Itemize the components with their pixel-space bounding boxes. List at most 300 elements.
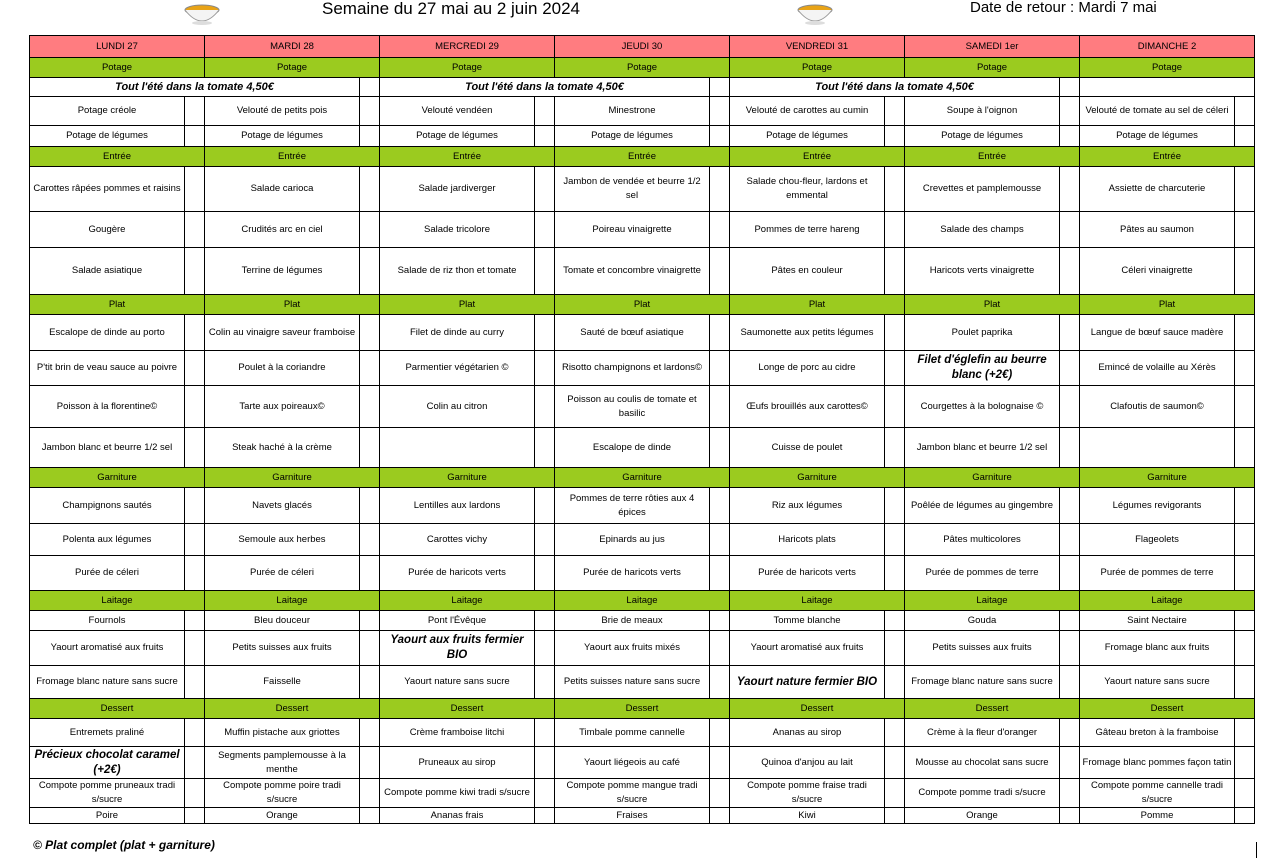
selection-box[interactable]	[710, 524, 730, 556]
section-header: Laitage	[555, 591, 730, 611]
menu-item: Crudités arc en ciel	[205, 212, 360, 248]
menu-item: Potage de légumes	[380, 126, 535, 147]
section-header: Potage	[905, 58, 1080, 78]
selection-box[interactable]	[360, 126, 380, 147]
selection-box[interactable]	[360, 747, 380, 779]
selection-box[interactable]	[885, 167, 905, 212]
section-header: Plat	[1080, 295, 1255, 315]
selection-box[interactable]	[885, 719, 905, 747]
selection-box[interactable]	[1060, 428, 1080, 468]
menu-item: Salade asiatique	[30, 248, 185, 295]
selection-box[interactable]	[885, 524, 905, 556]
selection-box[interactable]	[535, 386, 555, 428]
menu-item: Longe de porc au cidre	[730, 351, 885, 386]
day-header: VENDREDI 31	[730, 36, 905, 58]
menu-item: Flageolets	[1080, 524, 1235, 556]
section-header: Dessert	[205, 699, 380, 719]
return-date: Date de retour : Mardi 7 mai	[970, 0, 1157, 16]
selection-box[interactable]	[360, 808, 380, 824]
menu-item	[380, 428, 535, 468]
menu-row	[30, 167, 1255, 212]
menu-item: Escalope de dinde au porto	[30, 315, 185, 351]
menu-item: Gougère	[30, 212, 185, 248]
selection-box[interactable]	[185, 386, 205, 428]
selection-box[interactable]	[1060, 315, 1080, 351]
menu-item: Fraises	[555, 808, 710, 824]
selection-box[interactable]	[535, 631, 555, 666]
selection-box[interactable]	[535, 126, 555, 147]
menu-item: Légumes revigorants	[1080, 488, 1235, 524]
menu-item: Quinoa d'anjou au lait	[730, 747, 885, 779]
menu-item: Compote pomme tradi s/sucre	[905, 779, 1060, 808]
selection-box[interactable]	[710, 556, 730, 591]
section-header-row	[30, 699, 1255, 719]
selection-box[interactable]	[360, 351, 380, 386]
menu-item: Pommes de terre rôties aux 4 épices	[555, 488, 710, 524]
menu-item: Segments pamplemousse à la menthe	[205, 747, 360, 779]
selection-box[interactable]	[1235, 167, 1255, 212]
selection-box[interactable]	[535, 488, 555, 524]
menu-item: Assiette de charcuterie	[1080, 167, 1235, 212]
selection-box[interactable]	[1235, 611, 1255, 631]
selection-box[interactable]	[1060, 167, 1080, 212]
selection-box[interactable]	[885, 631, 905, 666]
section-header: Entrée	[905, 147, 1080, 167]
section-header: Entrée	[380, 147, 555, 167]
selection-box[interactable]	[1235, 488, 1255, 524]
menu-item: Poisson au coulis de tomate et basilic	[555, 386, 710, 428]
section-header: Dessert	[555, 699, 730, 719]
selection-box[interactable]	[360, 719, 380, 747]
selection-box[interactable]	[1060, 97, 1080, 126]
section-header: Potage	[1080, 58, 1255, 78]
menu-row	[30, 97, 1255, 126]
selection-box[interactable]	[885, 212, 905, 248]
menu-row	[30, 212, 1255, 248]
menu-item: Carottes vichy	[380, 524, 535, 556]
menu-item: Petits suisses aux fruits	[205, 631, 360, 666]
selection-box[interactable]	[1060, 747, 1080, 779]
day-header: DIMANCHE 2	[1080, 36, 1255, 58]
menu-row	[30, 556, 1255, 591]
menu-row	[30, 386, 1255, 428]
menu-item: Velouté de tomate au sel de céleri	[1080, 97, 1235, 126]
menu-item: Pâtes en couleur	[730, 248, 885, 295]
soup-bowl-icon	[182, 0, 222, 26]
menu-item: Pâtes au saumon	[1080, 212, 1235, 248]
menu-item	[30, 747, 185, 779]
section-header: Garniture	[30, 468, 205, 488]
selection-box[interactable]	[885, 97, 905, 126]
selection-box[interactable]	[1235, 248, 1255, 295]
menu-item: Salade de riz thon et tomate	[380, 248, 535, 295]
menu-item: Brie de meaux	[555, 611, 710, 631]
selection-box[interactable]	[710, 611, 730, 631]
menu-item: Risotto champignons et lardons©	[555, 351, 710, 386]
menu-item	[730, 666, 885, 699]
selection-box[interactable]	[1235, 351, 1255, 386]
menu-item: Petits suisses nature sans sucre	[555, 666, 710, 699]
menu-item: Mousse au chocolat sans sucre	[905, 747, 1060, 779]
selection-box[interactable]	[1060, 126, 1080, 147]
menu-row	[30, 719, 1255, 747]
section-header: Plat	[205, 295, 380, 315]
section-header: Laitage	[380, 591, 555, 611]
empty-cell	[360, 78, 380, 97]
menu-item: Crème à la fleur d'oranger	[905, 719, 1060, 747]
selection-box[interactable]	[710, 167, 730, 212]
section-header: Dessert	[380, 699, 555, 719]
selection-box[interactable]	[185, 747, 205, 779]
menu-item: Escalope de dinde	[555, 428, 710, 468]
selection-box[interactable]	[535, 212, 555, 248]
selection-box[interactable]	[185, 351, 205, 386]
menu-item: Potage de légumes	[555, 126, 710, 147]
menu-item: Velouté de petits pois	[205, 97, 360, 126]
menu-row	[30, 315, 1255, 351]
selection-box[interactable]	[885, 666, 905, 699]
selection-box[interactable]	[185, 631, 205, 666]
section-header: Dessert	[905, 699, 1080, 719]
menu-item: Potage de légumes	[205, 126, 360, 147]
section-header: Laitage	[730, 591, 905, 611]
menu-item: Courgettes à la bolognaise ©	[905, 386, 1060, 428]
menu-item: Potage de légumes	[30, 126, 185, 147]
menu-item: Velouté vendéen	[380, 97, 535, 126]
menu-item: Sauté de bœuf asiatique	[555, 315, 710, 351]
selection-box[interactable]	[885, 808, 905, 824]
selection-box[interactable]	[1235, 524, 1255, 556]
menu-item: Potage de légumes	[1080, 126, 1235, 147]
menu-item: Potage de légumes	[730, 126, 885, 147]
selection-box[interactable]	[1060, 808, 1080, 824]
menu-row	[30, 126, 1255, 147]
selection-box[interactable]	[535, 428, 555, 468]
day-header: JEUDI 30	[555, 36, 730, 58]
selection-box[interactable]	[535, 611, 555, 631]
menu-item: Jambon de vendée et beurre 1/2 sel	[555, 167, 710, 212]
menu-item: Tomate et concombre vinaigrette	[555, 248, 710, 295]
selection-box[interactable]	[185, 428, 205, 468]
menu-item: Ananas au sirop	[730, 719, 885, 747]
selection-box[interactable]	[360, 631, 380, 666]
selection-box[interactable]	[360, 524, 380, 556]
selection-box[interactable]	[360, 611, 380, 631]
section-header-row	[30, 58, 1255, 78]
section-header: Potage	[205, 58, 380, 78]
selection-box[interactable]	[185, 167, 205, 212]
selection-box[interactable]	[885, 386, 905, 428]
menu-item: Lentilles aux lardons	[380, 488, 535, 524]
selection-box[interactable]	[185, 808, 205, 824]
selection-box[interactable]	[360, 779, 380, 808]
selection-box[interactable]	[885, 126, 905, 147]
selection-box[interactable]	[1060, 719, 1080, 747]
selection-box[interactable]	[1235, 126, 1255, 147]
menu-item	[1080, 428, 1235, 468]
menu-table	[29, 35, 1255, 824]
selection-box[interactable]	[535, 524, 555, 556]
menu-item: Steak haché à la crème	[205, 428, 360, 468]
selection-box[interactable]	[885, 315, 905, 351]
selection-box[interactable]	[710, 248, 730, 295]
menu-item: Polenta aux légumes	[30, 524, 185, 556]
menu-item: Epinards au jus	[555, 524, 710, 556]
menu-item: Kiwi	[730, 808, 885, 824]
selection-box[interactable]	[1060, 488, 1080, 524]
menu-item: Potage de légumes	[905, 126, 1060, 147]
section-header: Garniture	[905, 468, 1080, 488]
section-header: Garniture	[730, 468, 905, 488]
menu-item: Compote pomme poire tradi s/sucre	[205, 779, 360, 808]
selection-box[interactable]	[360, 386, 380, 428]
selection-box[interactable]	[710, 808, 730, 824]
menu-item: Yaourt nature sans sucre	[380, 666, 535, 699]
selection-box[interactable]	[535, 556, 555, 591]
menu-item: Gouda	[905, 611, 1060, 631]
selection-box[interactable]	[1235, 747, 1255, 779]
menu-item: Potage créole	[30, 97, 185, 126]
selection-box[interactable]	[1235, 386, 1255, 428]
selection-box[interactable]	[710, 666, 730, 699]
selection-box[interactable]	[710, 631, 730, 666]
selection-box[interactable]	[1235, 97, 1255, 126]
selection-box[interactable]	[1235, 719, 1255, 747]
section-header: Laitage	[30, 591, 205, 611]
highlighted-item: Filet d'églefin au beurre blanc (+2€)	[917, 354, 1047, 381]
empty-cell	[1080, 78, 1255, 97]
selection-box[interactable]	[535, 747, 555, 779]
section-header: Potage	[555, 58, 730, 78]
header	[0, 0, 1268, 34]
selection-box[interactable]	[1235, 428, 1255, 468]
section-header: Plat	[905, 295, 1080, 315]
menu-item: Pruneaux au sirop	[380, 747, 535, 779]
section-header: Dessert	[1080, 699, 1255, 719]
selection-box[interactable]	[710, 386, 730, 428]
menu-item: Gâteau breton à la framboise	[1080, 719, 1235, 747]
selection-box[interactable]	[360, 666, 380, 699]
selection-box[interactable]	[1060, 524, 1080, 556]
menu-item: Poireau vinaigrette	[555, 212, 710, 248]
selection-box[interactable]	[360, 556, 380, 591]
selection-box[interactable]	[185, 524, 205, 556]
selection-box[interactable]	[185, 719, 205, 747]
selection-box[interactable]	[710, 428, 730, 468]
selection-box[interactable]	[1235, 631, 1255, 666]
selection-box[interactable]	[535, 97, 555, 126]
selection-box[interactable]	[1235, 556, 1255, 591]
section-header: Garniture	[380, 468, 555, 488]
section-header: Dessert	[30, 699, 205, 719]
menu-item: Tarte aux poireaux©	[205, 386, 360, 428]
selection-box[interactable]	[885, 428, 905, 468]
menu-item: Compote pomme mangue tradi s/sucre	[555, 779, 710, 808]
selection-box[interactable]	[360, 315, 380, 351]
selection-box[interactable]	[185, 126, 205, 147]
menu-item: Purée de pommes de terre	[905, 556, 1060, 591]
menu-item: Haricots verts vinaigrette	[905, 248, 1060, 295]
selection-box[interactable]	[535, 666, 555, 699]
empty-cell	[1060, 78, 1080, 97]
highlighted-item: Précieux chocolat caramel (+2€)	[34, 748, 180, 776]
day-header: LUNDI 27	[30, 36, 205, 58]
selection-box[interactable]	[1060, 611, 1080, 631]
menu-item: Compote pomme pruneaux tradi s/sucre	[30, 779, 185, 808]
selection-box[interactable]	[1060, 351, 1080, 386]
selection-box[interactable]	[1060, 556, 1080, 591]
selection-box[interactable]	[710, 126, 730, 147]
menu-item: Terrine de légumes	[205, 248, 360, 295]
selection-box[interactable]	[535, 167, 555, 212]
menu-row	[30, 248, 1255, 295]
highlighted-item: Yaourt aux fruits fermier BIO	[390, 634, 524, 661]
selection-box[interactable]	[710, 747, 730, 779]
menu-item: Jambon blanc et beurre 1/2 sel	[905, 428, 1060, 468]
menu-item: Purée de haricots verts	[730, 556, 885, 591]
selection-box[interactable]	[1060, 248, 1080, 295]
selection-box[interactable]	[885, 556, 905, 591]
menu-item: Purée de haricots verts	[380, 556, 535, 591]
selection-box[interactable]	[1235, 315, 1255, 351]
selection-box[interactable]	[535, 808, 555, 824]
selection-box[interactable]	[1235, 212, 1255, 248]
menu-item: Haricots plats	[730, 524, 885, 556]
selection-box[interactable]	[885, 248, 905, 295]
menu-item: Orange	[205, 808, 360, 824]
menu-item: Poulet paprika	[905, 315, 1060, 351]
selection-box[interactable]	[535, 315, 555, 351]
selection-box[interactable]	[360, 97, 380, 126]
menu-item: Poulet à la coriandre	[205, 351, 360, 386]
menu-item: Pomme	[1080, 808, 1235, 824]
selection-box[interactable]	[710, 351, 730, 386]
menu-item: Fromage blanc aux fruits	[1080, 631, 1235, 666]
selection-box[interactable]	[1235, 779, 1255, 808]
menu-item: P'tit brin de veau sauce au poivre	[30, 351, 185, 386]
menu-item: Yaourt aromatisé aux fruits	[730, 631, 885, 666]
empty-cell	[710, 78, 730, 97]
section-header: Plat	[380, 295, 555, 315]
menu-item: Colin au citron	[380, 386, 535, 428]
selection-box[interactable]	[710, 212, 730, 248]
selection-box[interactable]	[360, 212, 380, 248]
selection-box[interactable]	[360, 167, 380, 212]
selection-box[interactable]	[185, 666, 205, 699]
menu-item: Salade chou-fleur, lardons et emmental	[730, 167, 885, 212]
section-header: Plat	[30, 295, 205, 315]
section-header-row	[30, 468, 1255, 488]
selection-box[interactable]	[1060, 779, 1080, 808]
menu-item: Yaourt liégeois au café	[555, 747, 710, 779]
selection-box[interactable]	[185, 488, 205, 524]
menu-item: Soupe à l'oignon	[905, 97, 1060, 126]
selection-box[interactable]	[535, 719, 555, 747]
menu-row	[30, 351, 1255, 386]
selection-box[interactable]	[885, 488, 905, 524]
selection-box[interactable]	[710, 97, 730, 126]
selection-box[interactable]	[885, 611, 905, 631]
selection-box[interactable]	[1060, 212, 1080, 248]
selection-box[interactable]	[185, 315, 205, 351]
section-header-row	[30, 147, 1255, 167]
selection-box[interactable]	[360, 428, 380, 468]
menu-item: Semoule aux herbes	[205, 524, 360, 556]
selection-box[interactable]	[185, 248, 205, 295]
menu-item: Purée de céleri	[205, 556, 360, 591]
selection-box[interactable]	[710, 779, 730, 808]
selection-box[interactable]	[1235, 666, 1255, 699]
selection-box[interactable]	[710, 719, 730, 747]
menu-item: Colin au vinaigre saveur framboise	[205, 315, 360, 351]
section-header: Laitage	[905, 591, 1080, 611]
selection-box[interactable]	[710, 315, 730, 351]
section-header: Garniture	[1080, 468, 1255, 488]
section-header: Entrée	[730, 147, 905, 167]
menu-item: Œufs brouillés aux carottes©	[730, 386, 885, 428]
menu-item: Minestrone	[555, 97, 710, 126]
selection-box[interactable]	[535, 248, 555, 295]
menu-item	[380, 631, 535, 666]
menu-item: Velouté de carottes au cumin	[730, 97, 885, 126]
selection-box[interactable]	[1060, 631, 1080, 666]
menu-item: Jambon blanc et beurre 1/2 sel	[30, 428, 185, 468]
selection-box[interactable]	[185, 779, 205, 808]
selection-box[interactable]	[185, 212, 205, 248]
menu-item: Salade carioca	[205, 167, 360, 212]
menu-item: Purée de céleri	[30, 556, 185, 591]
section-header: Entrée	[1080, 147, 1255, 167]
menu-item: Fromage blanc nature sans sucre	[30, 666, 185, 699]
selection-box[interactable]	[360, 488, 380, 524]
selection-box[interactable]	[535, 779, 555, 808]
menu-item: Cuisse de poulet	[730, 428, 885, 468]
selection-box[interactable]	[535, 351, 555, 386]
menu-row	[30, 808, 1255, 824]
promo-banner: Tout l'été dans la tomate 4,50€	[730, 78, 1060, 97]
menu-item: Carottes râpées pommes et raisins	[30, 167, 185, 212]
menu-item: Pont l'Évêque	[380, 611, 535, 631]
selection-box[interactable]	[885, 747, 905, 779]
menu-item: Entremets praliné	[30, 719, 185, 747]
section-header: Entrée	[555, 147, 730, 167]
menu-item: Purée de haricots verts	[555, 556, 710, 591]
menu-row	[30, 747, 1255, 779]
page-title: Semaine du 27 mai au 2 juin 2024	[322, 0, 581, 18]
menu-item: Compote pomme fraise tradi s/sucre	[730, 779, 885, 808]
section-header: Entrée	[30, 147, 205, 167]
section-header: Plat	[730, 295, 905, 315]
selection-box[interactable]	[185, 611, 205, 631]
menu-row	[30, 428, 1255, 468]
selection-box[interactable]	[1060, 386, 1080, 428]
selection-box[interactable]	[185, 97, 205, 126]
selection-box[interactable]	[1235, 808, 1255, 824]
menu-item: Poire	[30, 808, 185, 824]
menu-row	[30, 779, 1255, 808]
selection-box[interactable]	[185, 556, 205, 591]
menu-item: Crème framboise litchi	[380, 719, 535, 747]
menu-item: Fromage blanc pommes façon tatin	[1080, 747, 1235, 779]
menu-item: Clafoutis de saumon©	[1080, 386, 1235, 428]
promo-row	[30, 78, 1255, 97]
selection-box[interactable]	[885, 779, 905, 808]
selection-box[interactable]	[885, 351, 905, 386]
selection-box[interactable]	[1060, 666, 1080, 699]
menu-item: Faisselle	[205, 666, 360, 699]
selection-box[interactable]	[360, 248, 380, 295]
selection-box[interactable]	[710, 488, 730, 524]
